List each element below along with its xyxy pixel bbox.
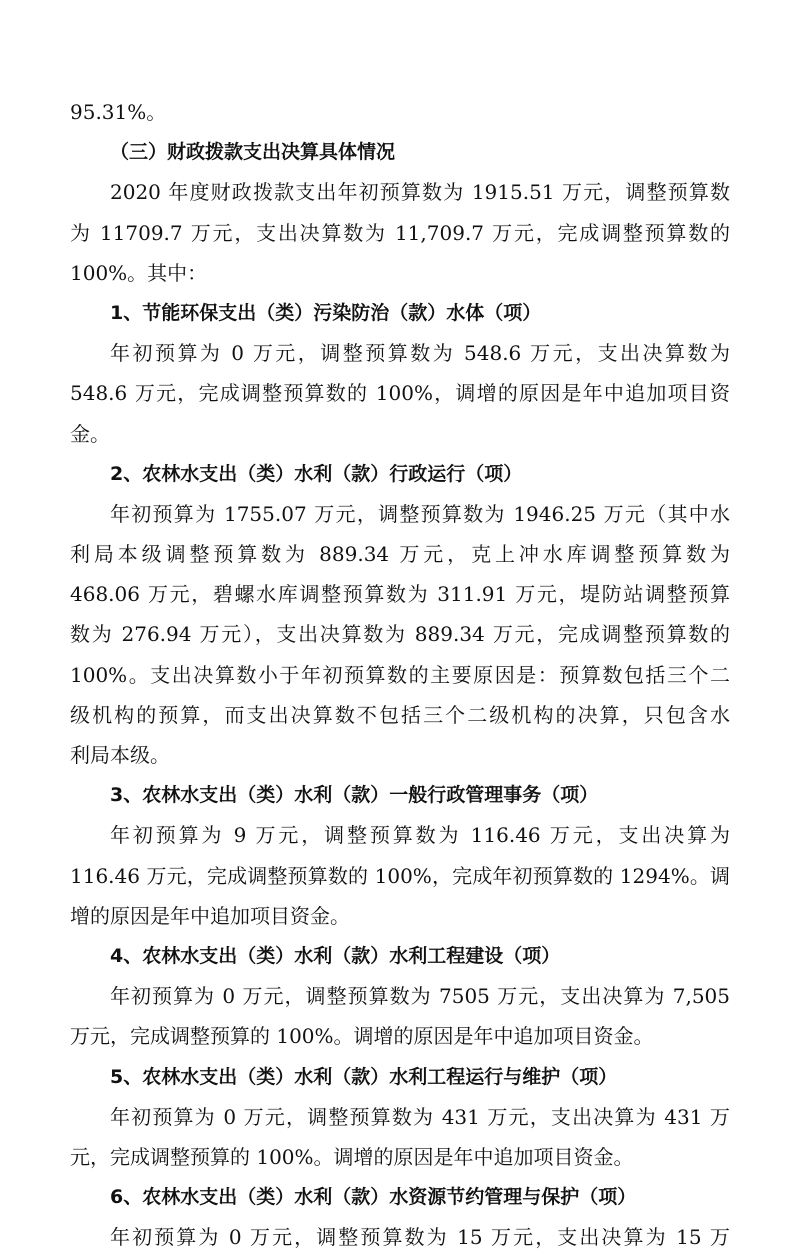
paragraph-line: 年初预算为 0 万元，调整预算数为 15 万元，支出决算为 15 万 [110, 1225, 730, 1250]
item-heading-6: 6、农林水支出（类）水利（款）水资源节约管理与保护（项） [110, 1186, 637, 1209]
item-heading-1: 1、节能环保支出（类）污染防治（款）水体（项） [110, 301, 542, 324]
document-body [70, 92, 730, 1257]
paragraph-line: 增的原因是年中追加项目资金。 [70, 903, 350, 928]
paragraph-line: 116.46 万元，完成调整预算数的 100%，完成年初预算数的 1294%。调 [70, 863, 730, 888]
paragraph-line: 100%。支出决算数小于年初预算数的主要原因是：预算数包括三个二 [70, 662, 730, 687]
item-heading-4: 4、农林水支出（类）水利（款）水利工程建设（项） [110, 944, 561, 967]
paragraph-line: 2020 年度财政拨款支出年初预算数为 1915.51 万元，调整预算数 [110, 180, 730, 205]
paragraph-line: 为 11709.7 万元，支出决算数为 11,709.7 万元，完成调整预算数的 [70, 220, 730, 245]
paragraph-line: 548.6 万元，完成调整预算数的 100%，调增的原因是年中追加项目资 [70, 381, 730, 406]
paragraph-line: 数为 276.94 万元），支出决算数为 889.34 万元，完成调整预算数的 [70, 622, 730, 647]
paragraph-line: 年初预算为 0 万元，调整预算数为 7505 万元，支出决算为 7,505 [110, 984, 730, 1009]
section-heading: （三）财政拨款支出决算具体情况 [110, 141, 396, 164]
item-heading-2: 2、农林水支出（类）水利（款）行政运行（项） [110, 462, 523, 485]
paragraph-line: 级机构的预算，而支出决算数不包括三个二级机构的决算，只包含水 [70, 702, 730, 727]
paragraph-line: 年初预算为 0 万元，调整预算数为 431 万元，支出决算为 431 万 [110, 1104, 730, 1129]
paragraph-line: 万元，完成调整预算的 100%。调增的原因是年中追加项目资金。 [70, 1024, 654, 1049]
paragraph-line: 年初预算为 9 万元，调整预算数为 116.46 万元，支出决算为 [110, 823, 730, 848]
paragraph-line: 元，完成调整预算的 100%。调增的原因是年中追加项目资金。 [70, 1144, 634, 1169]
paragraph-line: 金。 [70, 421, 110, 446]
paragraph-line: 利局本级调整预算数为 889.34 万元，克上冲水库调整预算数为 [70, 542, 730, 567]
paragraph-line: 年初预算为 0 万元，调整预算数为 548.6 万元，支出决算数为 [110, 341, 730, 366]
item-heading-3: 3、农林水支出（类）水利（款）一般行政管理事务（项） [110, 784, 599, 807]
item-heading-5: 5、农林水支出（类）水利（款）水利工程运行与维护（项） [110, 1065, 618, 1088]
paragraph-line: 468.06 万元，碧螺水库调整预算数为 311.91 万元，堤防站调整预算 [70, 582, 730, 607]
paragraph-line: 100%。其中： [70, 260, 208, 285]
paragraph-line: 95.31%。 [70, 100, 167, 124]
paragraph-line: 年初预算为 1755.07 万元，调整预算数为 1946.25 万元（其中水 [110, 501, 730, 526]
paragraph-line: 利局本级。 [70, 743, 170, 767]
